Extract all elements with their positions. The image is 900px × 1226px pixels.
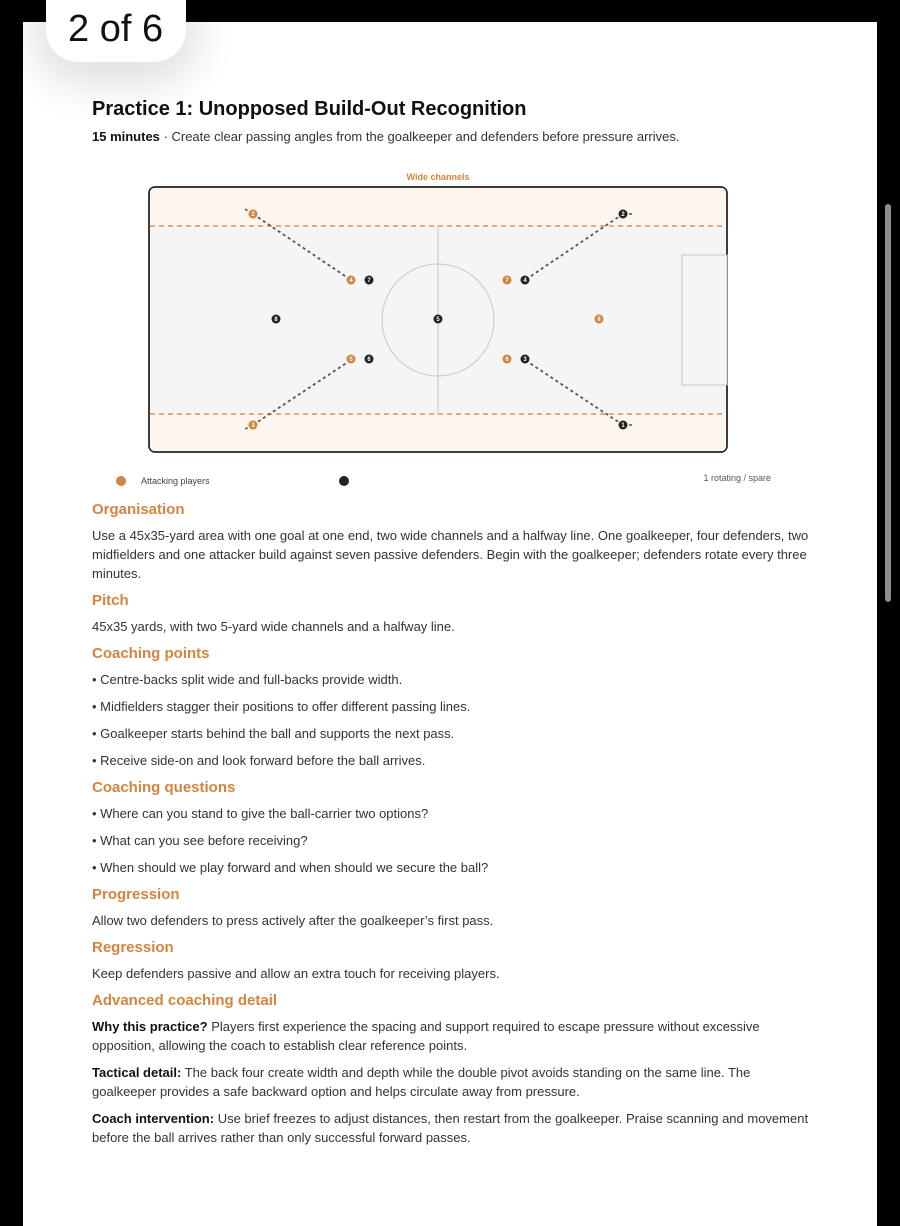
pitch-heading: Pitch bbox=[92, 592, 129, 609]
defending-player-number: 1 bbox=[621, 423, 625, 430]
defending-player-7 bbox=[365, 276, 374, 285]
regression-heading: Regression bbox=[92, 939, 174, 956]
attacking-player-6 bbox=[503, 355, 512, 364]
top-wide-channel bbox=[150, 188, 726, 226]
defending-player-number: 2 bbox=[621, 212, 625, 219]
legend-attack-swatch bbox=[116, 476, 126, 486]
attacking-player-number: 6 bbox=[505, 357, 509, 364]
tactical-label: Tactical detail: bbox=[92, 1065, 182, 1080]
defending-player-number: 3 bbox=[523, 357, 527, 364]
scrollbar-thumb[interactable] bbox=[885, 204, 891, 602]
coach-label: Coach intervention: bbox=[92, 1111, 215, 1126]
goal-area bbox=[682, 255, 727, 385]
regression-text: Keep defenders passive and allow an extra touch for receiving players. bbox=[92, 966, 500, 981]
section-advanced-detail bbox=[92, 991, 812, 1147]
progression-text: Allow two defenders to press actively after the goalkeeper’s first pass. bbox=[92, 913, 494, 928]
coaching-questions-heading: Coaching questions bbox=[92, 779, 236, 796]
defending-player-number: 4 bbox=[523, 278, 527, 285]
attacking-player-3 bbox=[249, 421, 258, 430]
coaching-points-heading: Coaching points bbox=[92, 645, 210, 662]
attacking-player-number: 5 bbox=[349, 357, 353, 364]
advanced-heading: Advanced coaching detail bbox=[92, 992, 278, 1009]
practice-diagram bbox=[92, 162, 812, 492]
legend-spare-label: 1 rotating / spare bbox=[703, 473, 771, 483]
defending-player-number: 5 bbox=[436, 317, 440, 324]
page-indicator-badge bbox=[46, 0, 186, 62]
practice-duration: 15 minutes bbox=[92, 129, 160, 144]
list-item: • What can you see before receiving? bbox=[92, 833, 308, 848]
list-item: • Midfielders stagger their positions to offer different passing lines. bbox=[92, 699, 471, 714]
section-progression bbox=[92, 885, 812, 930]
defending-player-1 bbox=[619, 421, 628, 430]
tactical-paragraph bbox=[92, 1063, 812, 1101]
bottom-wide-channel bbox=[150, 414, 726, 451]
attacking-player-7 bbox=[503, 276, 512, 285]
legend-defend-swatch bbox=[339, 476, 349, 486]
organisation-text: Use a 45x35-yard area with one goal at one end, two wide channels and a halfway line. One goalkeeper, four defenders, two midfielders and one attacker build against seven passive defenders. Begin with the goalkeeper; defenders rotate every three minutes. bbox=[92, 528, 809, 581]
defending-player-number: 8 bbox=[274, 317, 278, 324]
why-label: Why this practice? bbox=[92, 1019, 208, 1034]
practice-summary: Create clear passing angles from the goalkeeper and defenders before pressure arrives. bbox=[171, 129, 680, 144]
section-coaching-points bbox=[92, 644, 812, 770]
why-paragraph bbox=[92, 1017, 812, 1055]
organisation-heading: Organisation bbox=[92, 501, 185, 518]
pitch-text: 45x35 yards, with two 5-yard wide channels and a halfway line. bbox=[92, 619, 455, 634]
pitch-diagram bbox=[92, 162, 812, 492]
attacking-player-number: 4 bbox=[349, 278, 353, 285]
practice-content bbox=[92, 95, 812, 1147]
section-coaching-questions bbox=[92, 778, 812, 877]
page-indicator: 2 of 6 bbox=[68, 8, 164, 50]
coaching-points-list bbox=[92, 670, 812, 770]
list-item: • Centre-backs split wide and full-backs provide width. bbox=[92, 672, 403, 687]
coach-paragraph bbox=[92, 1109, 812, 1147]
section-regression bbox=[92, 938, 812, 983]
attacking-player-8 bbox=[595, 315, 604, 324]
legend-attack-label: Attacking players bbox=[141, 476, 210, 486]
section-pitch bbox=[92, 591, 812, 636]
practice-intro bbox=[92, 128, 812, 146]
coaching-questions-list bbox=[92, 804, 812, 877]
list-item: • Where can you stand to give the ball-carrier two options? bbox=[92, 806, 429, 821]
section-organisation bbox=[92, 500, 812, 583]
wide-channels-label: Wide channels bbox=[406, 172, 470, 182]
list-item: • When should we play forward and when should we secure the ball? bbox=[92, 860, 489, 875]
defending-player-5 bbox=[434, 315, 443, 324]
tactical-text: The back four create width and depth while the double pivot avoids standing on the same line. The goalkeeper provides a safe backward option and helps circulate away from pressure. bbox=[92, 1065, 751, 1099]
attacking-player-number: 3 bbox=[251, 423, 255, 430]
defending-player-6 bbox=[365, 355, 374, 364]
list-item: • Receive side-on and look forward before the ball arrives. bbox=[92, 753, 426, 768]
defending-player-4 bbox=[521, 276, 530, 285]
defending-player-number: 7 bbox=[367, 278, 371, 285]
attacking-player-number: 7 bbox=[505, 278, 509, 285]
defending-player-3 bbox=[521, 355, 530, 364]
attacking-player-2 bbox=[249, 210, 258, 219]
list-item: • Goalkeeper starts behind the ball and supports the next pass. bbox=[92, 726, 455, 741]
attacking-player-number: 8 bbox=[597, 317, 601, 324]
why-text: Players first experience the spacing and support required to escape pressure without excessive opposition, allowing the coach to establish clear reference points. bbox=[92, 1019, 760, 1053]
attacking-player-number: 2 bbox=[251, 212, 255, 219]
defending-player-8 bbox=[272, 315, 281, 324]
attacking-player-5 bbox=[347, 355, 356, 364]
progression-heading: Progression bbox=[92, 886, 180, 903]
intro-separator: · bbox=[159, 129, 172, 144]
defending-player-2 bbox=[619, 210, 628, 219]
defending-player-number: 6 bbox=[367, 357, 371, 364]
practice-title: Practice 1: Unopposed Build-Out Recognition bbox=[92, 98, 527, 120]
coach-text: Use brief freezes to adjust distances, then restart from the goalkeeper. Praise scanning and movement before the ball arrives rather than only successful forward passes. bbox=[92, 1111, 809, 1145]
attacking-player-4 bbox=[347, 276, 356, 285]
